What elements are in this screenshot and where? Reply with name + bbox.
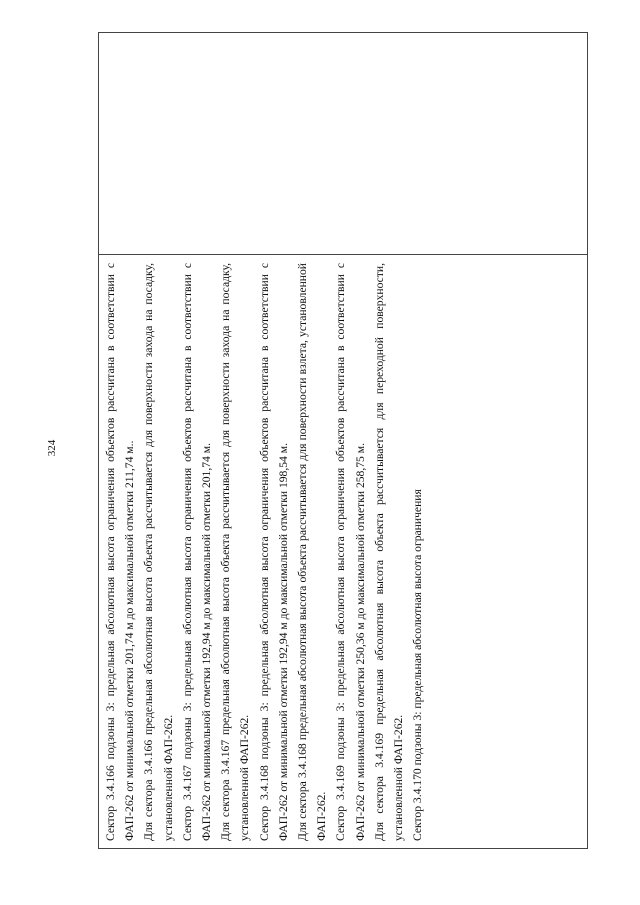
paragraph-sector-168-note: Для сектора 3.4.168 предельная абсолютная высота объекта рассчитывается для поверхности взлета, установленной ФАП-262.: [296, 263, 329, 841]
text-column: [98, 255, 588, 849]
paragraph-sector-168: Сектор 3.4.168 подзоны 3: предельная абсолютная высота ограничения объектов рассчитана в соответствии с ФАП-262 от минимальной отметки 192,94 м до максимальной отметки 198,54 м.: [257, 263, 290, 841]
paragraph-sector-166: Сектор 3.4.166 подзоны 3: предельная абсолютная высота ограничения объектов рассчитана в соответствии с ФАП-262 от минимальной отметки 201,74 м до максимальной отметки 211,74 м..: [104, 263, 137, 841]
paragraph-sector-167: Сектор 3.4.167 подзоны 3: предельная абсолютная высота ограничения объектов рассчитана в соответствии с ФАП-262 от минимальной отметки 192,94 м до максимальной отметки 201,74 м.: [180, 263, 214, 841]
paragraph-sector-166-note: Для сектора 3.4.166 предельная абсолютная высота объекта рассчитывается для поверхности захода на посадку, установленной ФАП-262.: [142, 263, 175, 841]
paragraph-sector-167-note: Для сектора 3.4.167 предельная абсолютная высота объекта рассчитывается для поверхности захода на посадку, установленной ФАП-262.: [219, 263, 252, 841]
paragraph-sector-170: Сектор 3.4.170 подзоны 3: предельная абсолютная высота ограничения: [411, 489, 425, 841]
paragraph-sector-169: Сектор 3.4.169 подзоны 3: предельная абсолютная высота ограничения объектов рассчитана в соответствии с ФАП-262 от минимальной отметки 250,36 м до максимальной отметки 258,75 м.: [334, 263, 367, 841]
text-cell: [98, 255, 588, 849]
paragraph-sector-169-note: Для сектора 3.4.169 предельная абсолютная высота объекта рассчитывается для переходной поверхности, установленной ФАП-262.: [372, 263, 406, 841]
page-number: 324: [46, 439, 58, 457]
